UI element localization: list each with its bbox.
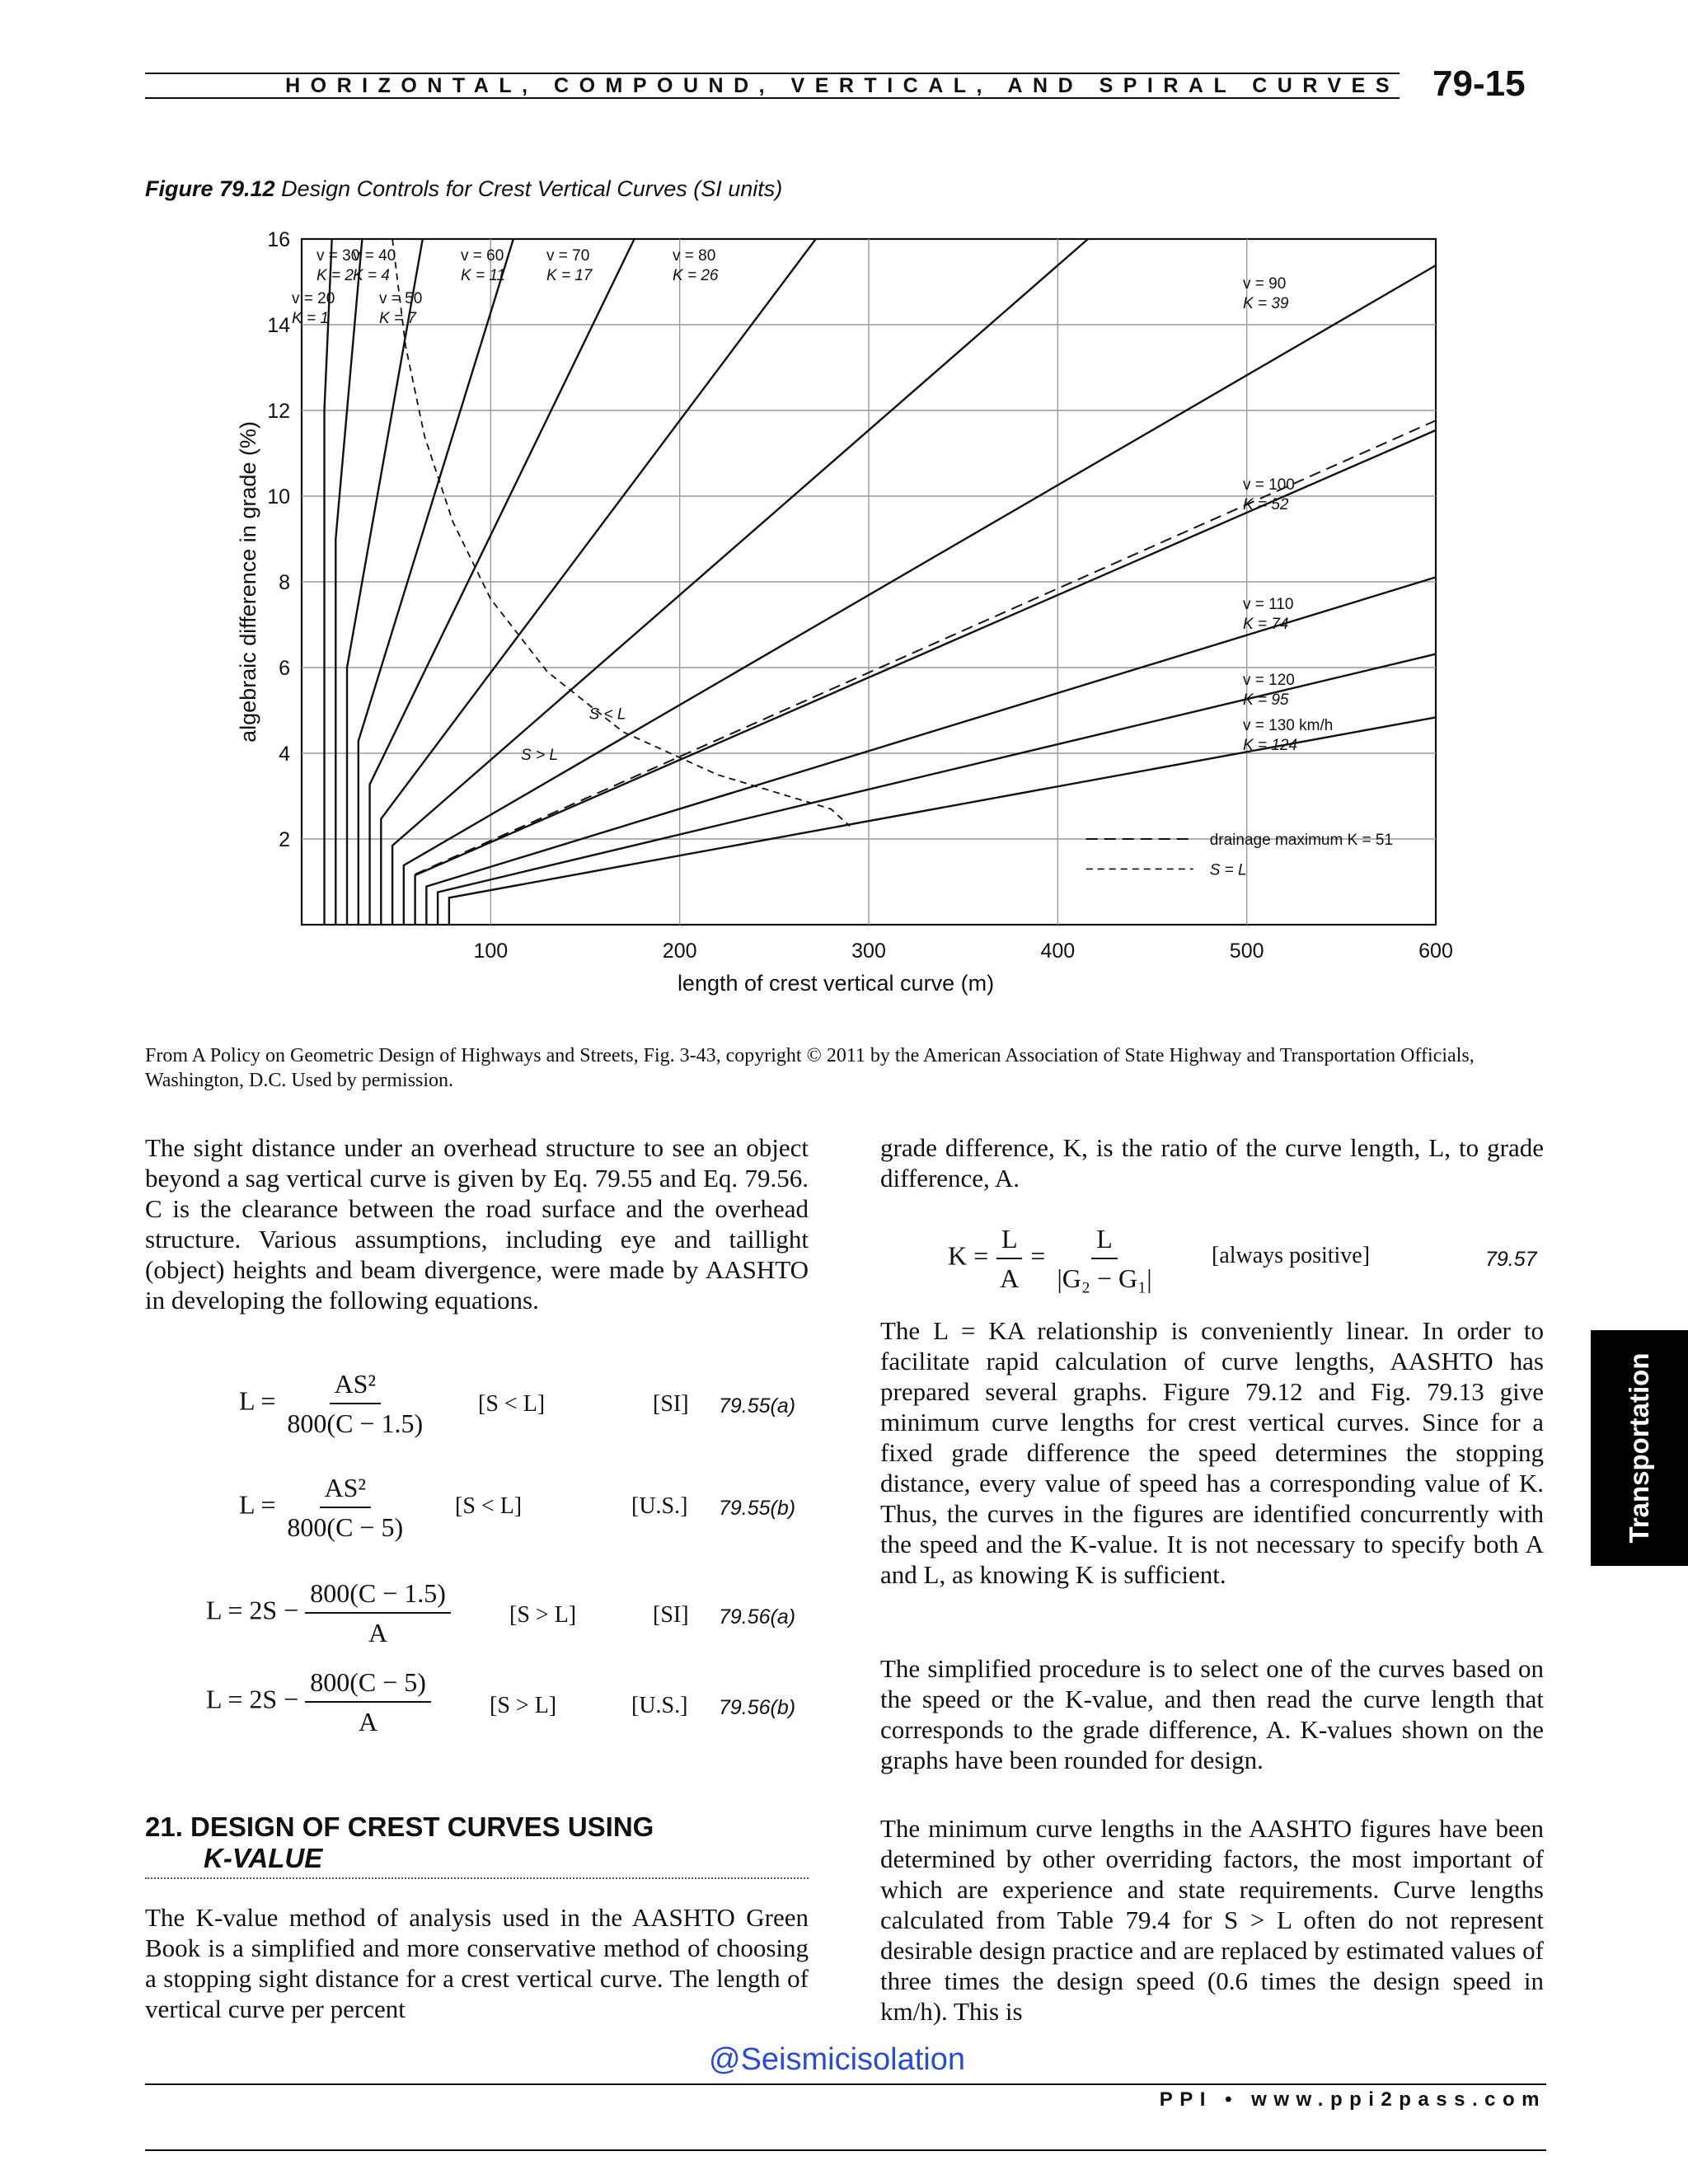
y-tick-label: 12 (267, 400, 290, 423)
curve-speed-label: v = 70 (546, 247, 590, 265)
curve-speed-label: v = 90 (1243, 275, 1287, 293)
left-paragraph-2: The K-value method of analysis used in the AASHTO Green Book is a simplified and more conservative method of choosing a stopping sight distance for a crest vertical curve. The length of vertical curve per percent (145, 1903, 809, 2023)
x-tick-label: 600 (1418, 940, 1453, 963)
equation-79-56a-condition: [S > L] (509, 1602, 577, 1628)
equation-79-56a-number: 79.56(a) (719, 1605, 796, 1629)
curve-k-label: K = 52 (1243, 496, 1289, 513)
equation-79-56a: L = 2S − $\frac{800(C - 1.5)}{A}$ (206, 1577, 451, 1648)
equation-79-55a-number: 79.55(a) (719, 1394, 796, 1418)
equation-79-57-condition: [always positive] (1212, 1243, 1371, 1268)
equation-79-55b-system: [U.S.] (631, 1493, 688, 1519)
right-paragraph-1: grade difference, K, is the ratio of the curve length, L, to grade difference, A. (880, 1133, 1544, 1193)
x-tick-label: 300 (851, 940, 886, 963)
curve-speed-label: v = 130 km/h (1243, 717, 1334, 734)
curve-speed-label: v = 50 (379, 290, 423, 307)
equation-79-55a-system: [SI] (653, 1391, 689, 1417)
curve-k-label: K = 95 (1243, 691, 1289, 709)
figure-title: Design Controls for Crest Vertical Curves (SI units) (281, 176, 783, 201)
curve-speed-label: v = 80 (673, 247, 716, 265)
curve-k-label: K = 4 (353, 267, 390, 284)
y-axis-label: algebraic difference in grade (%) (236, 421, 260, 743)
section-heading (145, 1811, 809, 1874)
x-tick-label: 200 (662, 940, 697, 963)
curve-k-label: K = 17 (546, 267, 593, 284)
equation-79-56b-condition: [S > L] (490, 1693, 557, 1718)
right-paragraph-4: The minimum curve lengths in the AASHTO figures have been determined by other overriding factors, the most important of which are experience and state requirements. Curve lengths calculated from Table 79.4 for S > L often do not represent desirable design practice and are replaced by estimated values of three times the design speed (0.6 times the design speed in km/h). This is (880, 1814, 1544, 2026)
x-tick-label: 400 (1040, 940, 1076, 963)
y-tick-label: 2 (279, 828, 290, 851)
right-paragraph-3: The simplified procedure is to select one of the curves based on the speed or the K-value, and then read the curve length that corresponds to the grade difference, A. K-values shown on the graphs have been rounded for design. (880, 1654, 1544, 1774)
equation-79-56b-number: 79.56(b) (719, 1696, 796, 1719)
footer-text: PPI • www.ppi2pass.com (1159, 2088, 1546, 2111)
section-number: 21. (145, 1811, 183, 1842)
curve-k-label: K = 26 (673, 267, 719, 284)
legend-s-equals-l-label: S = L (1209, 861, 1247, 879)
y-tick-label: 10 (267, 485, 290, 509)
x-tick-label: 500 (1229, 940, 1264, 963)
footer-rule (145, 2083, 1546, 2085)
watermark: @Seismicisolation (709, 2042, 966, 2077)
equation-79-56b-system: [U.S.] (631, 1693, 688, 1718)
running-head: HORIZONTAL, COMPOUND, VERTICAL, AND SPIRAL CURVES (285, 74, 1400, 97)
curve-k-label: K = 124 (1243, 737, 1298, 754)
legend-drainage-label: drainage maximum K = 51 (1209, 832, 1394, 849)
curve-speed-label: v = 40 (353, 247, 396, 265)
curve-k-39 (404, 265, 1436, 925)
curve-speed-label: v = 100 (1243, 476, 1295, 494)
equation-79-56b: L = 2S − $\frac{800(C - 5)}{A}$ (206, 1666, 431, 1737)
annotation-s-greater-than-l: S > L (521, 746, 558, 764)
side-tab (1591, 1330, 1688, 1566)
y-tick-label: 14 (267, 314, 290, 337)
page-number: 79-15 (1432, 63, 1526, 104)
curve-k-label: K = 74 (1243, 616, 1289, 633)
side-tab-label: Transportation (1624, 1352, 1654, 1544)
left-paragraph-1: The sight distance under an overhead structure to see an object beyond a sag vertical curve is given by Eq. 79.55 and Eq. 79.56. C is the clearance between the road surface and the overhead structure. Various assumptions, including eye and taillight (object) heights and beam divergence, were made by AASHTO in developing the following equations. (145, 1133, 809, 1315)
section-title-line-1: DESIGN OF CREST CURVES USING (190, 1811, 654, 1842)
y-tick-label: 4 (279, 743, 290, 766)
equation-79-55a-condition: [S < L] (478, 1391, 546, 1417)
chart-legend (1086, 832, 1393, 879)
section-title-line-2: K-VALUE (204, 1843, 323, 1873)
y-tick-label: 6 (279, 657, 290, 680)
equation-79-55b-condition: [S < L] (455, 1493, 523, 1519)
curve-k-label: K = 1 (292, 310, 329, 327)
annotation-s-less-than-l: S < L (588, 705, 626, 724)
x-axis-label: length of crest vertical curve (m) (677, 971, 995, 996)
y-tick-label: 8 (279, 571, 290, 594)
equation-79-55a: L = $\frac{\text{AS²}}{800(C - 1.5)}$ (239, 1369, 424, 1438)
curve-speed-label: v = 110 (1243, 596, 1294, 613)
figure-caption (145, 175, 782, 203)
figure-label: Figure 79.12 (145, 176, 275, 201)
figure-source-note: From A Policy on Geometric Design of Highways and Streets, Fig. 3-43, copyright © 2011 by the American Association of State Highway and Transportation Officials, Washington, D.C. Used by permission. (145, 1045, 1475, 1091)
equation-79-57: K = $\frac{L}{A}$ = $\frac{L}{\text{|G₂ − G₁|}}$ (948, 1224, 1152, 1293)
y-tick-label: 16 (267, 228, 290, 251)
right-paragraph-2: The L = KA relationship is conveniently linear. In order to facilitate rapid calculation of curve lengths, AASHTO has prepared several graphs. Figure 79.12 and Fig. 79.13 give minimum curve lengths for crest vertical curves. Since for a fixed grade difference the speed determines the stopping distance, every value of speed has a corresponding value of K. Thus, the curves in the figures are identified concurrently with the speed and the K-value. It is not necessary to specify both A and L, as knowing K is sufficient. (880, 1316, 1544, 1589)
crest-curve-chart (223, 223, 1492, 997)
section-rule (145, 1877, 809, 1879)
curve-speed-label: v = 30 (316, 247, 360, 265)
equation-79-55b-number: 79.55(b) (719, 1497, 796, 1520)
curve-k-label: K = 7 (379, 310, 416, 327)
curve-speed-label: v = 60 (461, 247, 504, 265)
x-tick-label: 100 (473, 940, 509, 963)
footer-rule-bottom (145, 2149, 1546, 2151)
header-rule-bottom (145, 97, 1400, 99)
curve-speed-label: v = 120 (1243, 672, 1295, 689)
equation-79-57-number: 79.57 (1485, 1248, 1537, 1271)
curve-k-label: K = 2 (316, 267, 354, 284)
curve-k-label: K = 11 (461, 267, 506, 284)
curve-k-label: K = 39 (1243, 295, 1289, 312)
equation-79-56a-system: [SI] (653, 1602, 689, 1628)
equation-79-55b: L = $\frac{\text{AS²}}{800(C - 5)}$ (239, 1473, 404, 1542)
curve-speed-label: v = 20 (292, 290, 335, 307)
